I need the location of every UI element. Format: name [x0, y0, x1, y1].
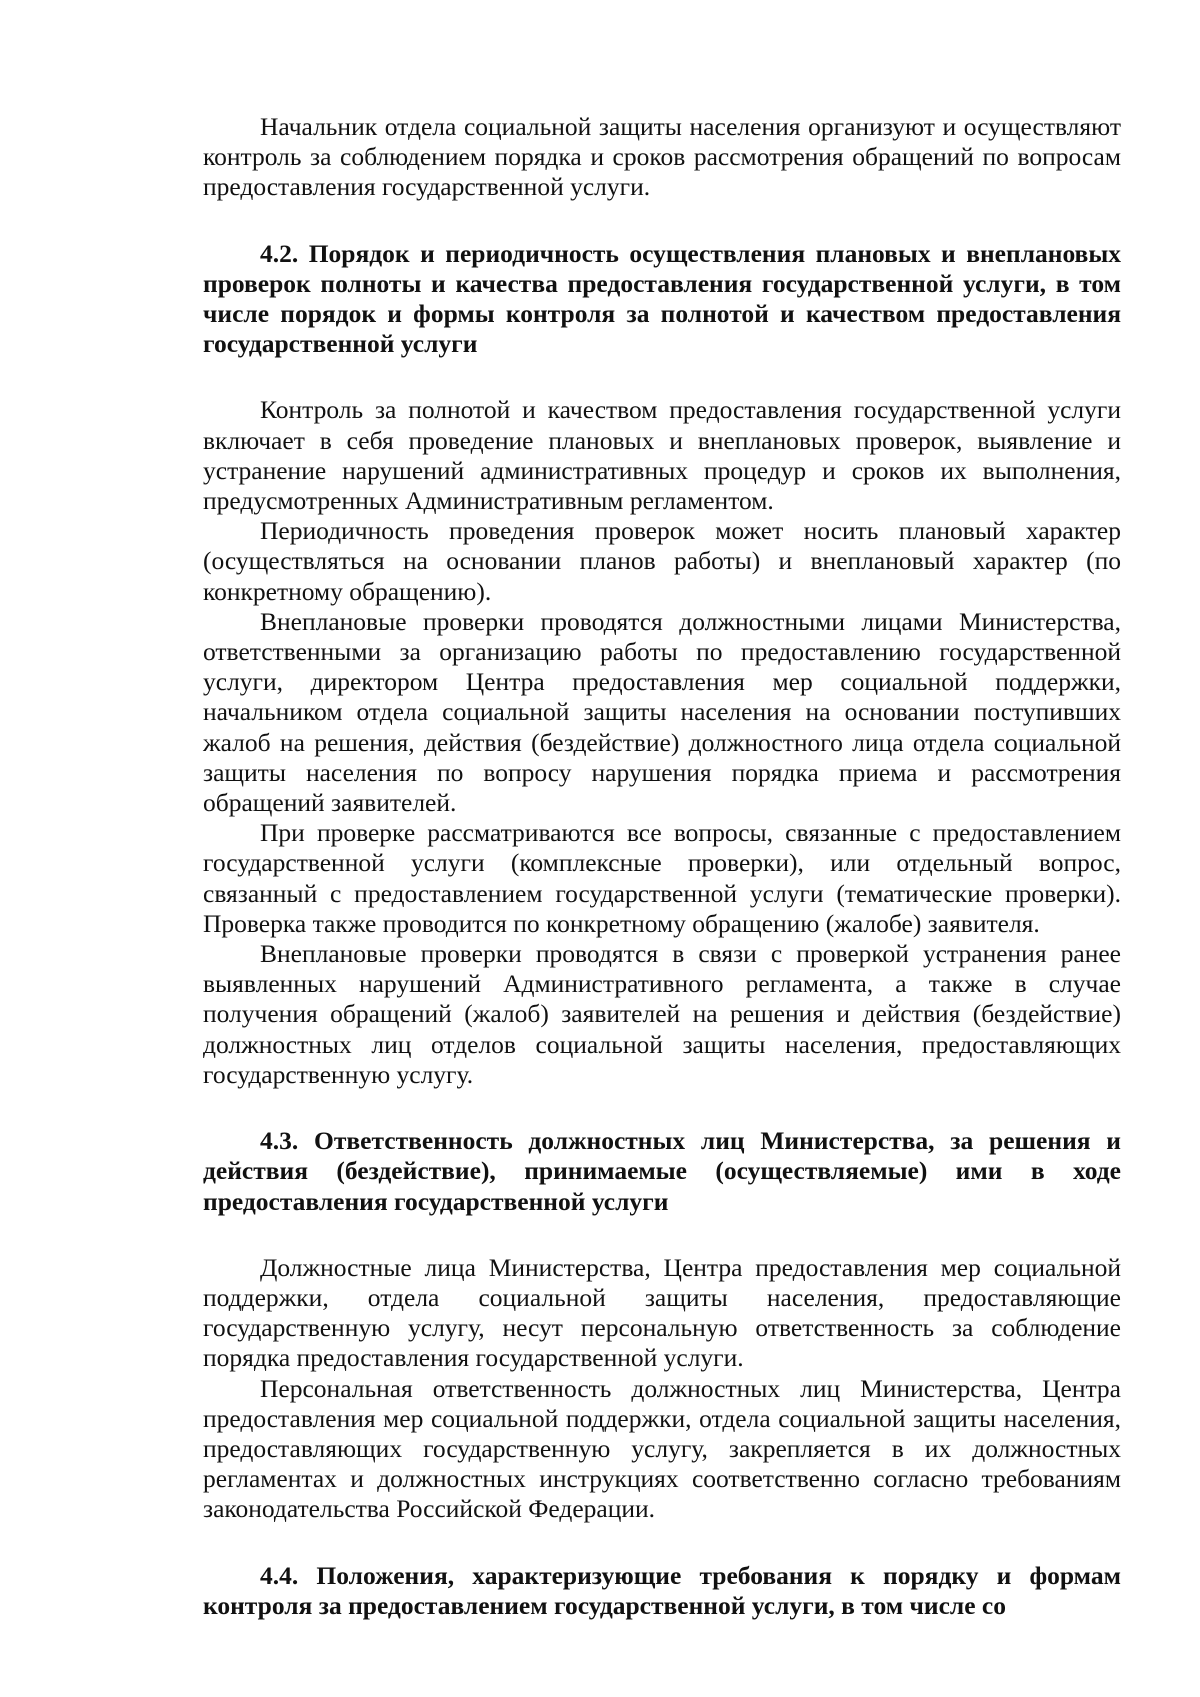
spacer — [203, 1525, 1121, 1561]
section-4-2-paragraph: Периодичность проведения проверок может носить плановый характер (осуществляться на основании планов работы) и внеплановый характер (по конкретному обращению). — [203, 516, 1121, 606]
section-4-2-heading: 4.2. Порядок и периодичность осуществления плановых и внеплановых проверок полноты и качества предоставления государственной услуги, в том числе порядок и формы контроля за полнотой и качеством предоставления государственной услуги — [203, 238, 1121, 359]
spacer — [203, 1217, 1121, 1253]
section-4-3-paragraph: Должностные лица Министерства, Центра предоставления мер социальной поддержки, отдела социальной защиты населения, предоставляющие государственную услугу, несут персональную ответственность за соблюдение порядка предоставления государственной услуги. — [203, 1252, 1121, 1373]
section-4-2-paragraph: При проверке рассматриваются все вопросы, связанные с предоставлением государственной услуги (комплексные проверки), или отдельный вопрос, связанный с предоставлением государственной услуги (тематические проверки). Проверка также проводится по конкретному обращению (жалобе) заявителя. — [203, 818, 1121, 938]
section-4-2-paragraph: Внеплановые проверки проводятся должностными лицами Министерства, ответственными за организацию работы по предоставлению государственной услуги, директором Центра предоставления мер социальной поддержки, начальником отдела социальной защиты населения на основании поступивших жалоб на решения, действия (бездействие) должностного лица отдела социальной защиты населения по вопросу нарушения порядка приема и рассмотрения обращений заявителей. — [203, 606, 1121, 818]
section-4-2-paragraph: Внеплановые проверки проводятся в связи с проверкой устранения ранее выявленных нарушений Административного регламента, а также в случае получения обращений (жалоб) заявителей на решения и действия (бездействие) должностных лиц отделов социальной защиты населения, предоставляющих государственную услугу. — [203, 939, 1121, 1089]
spacer — [203, 1090, 1121, 1126]
intro-paragraph: Начальник отдела социальной защиты населения организуют и осуществляют контроль за соблюдением порядка и сроков рассмотрения обращений по вопросам предоставления государственной услуги. — [203, 112, 1121, 202]
spacer — [203, 203, 1121, 239]
spacer — [203, 359, 1121, 395]
section-4-3-paragraph: Персональная ответственность должностных лиц Министерства, Центра предоставления мер социальной поддержки, отдела социальной защиты населения, предоставляющих государственную услугу, закрепляется в их должностных регламентах и должностных инструкциях соответственно согласно требованиям законодательства Российской Федерации. — [203, 1373, 1121, 1524]
section-4-4-heading: 4.4. Положения, характеризующие требования к порядку и формам контроля за предоставлением государственной услуги, в том числе со — [203, 1560, 1121, 1620]
document-page — [203, 112, 1121, 1621]
section-4-3-heading: 4.3. Ответственность должностных лиц Министерства, за решения и действия (бездействие), принимаемые (осуществляемые) ими в ходе предоставления государственной услуги — [203, 1126, 1121, 1216]
section-4-2-paragraph: Контроль за полнотой и качеством предоставления государственной услуги включает в себя проведение плановых и внеплановых проверок, выявление и устранение нарушений административных процедур и сроков их выполнения, предусмотренных Административным регламентом. — [203, 395, 1121, 516]
